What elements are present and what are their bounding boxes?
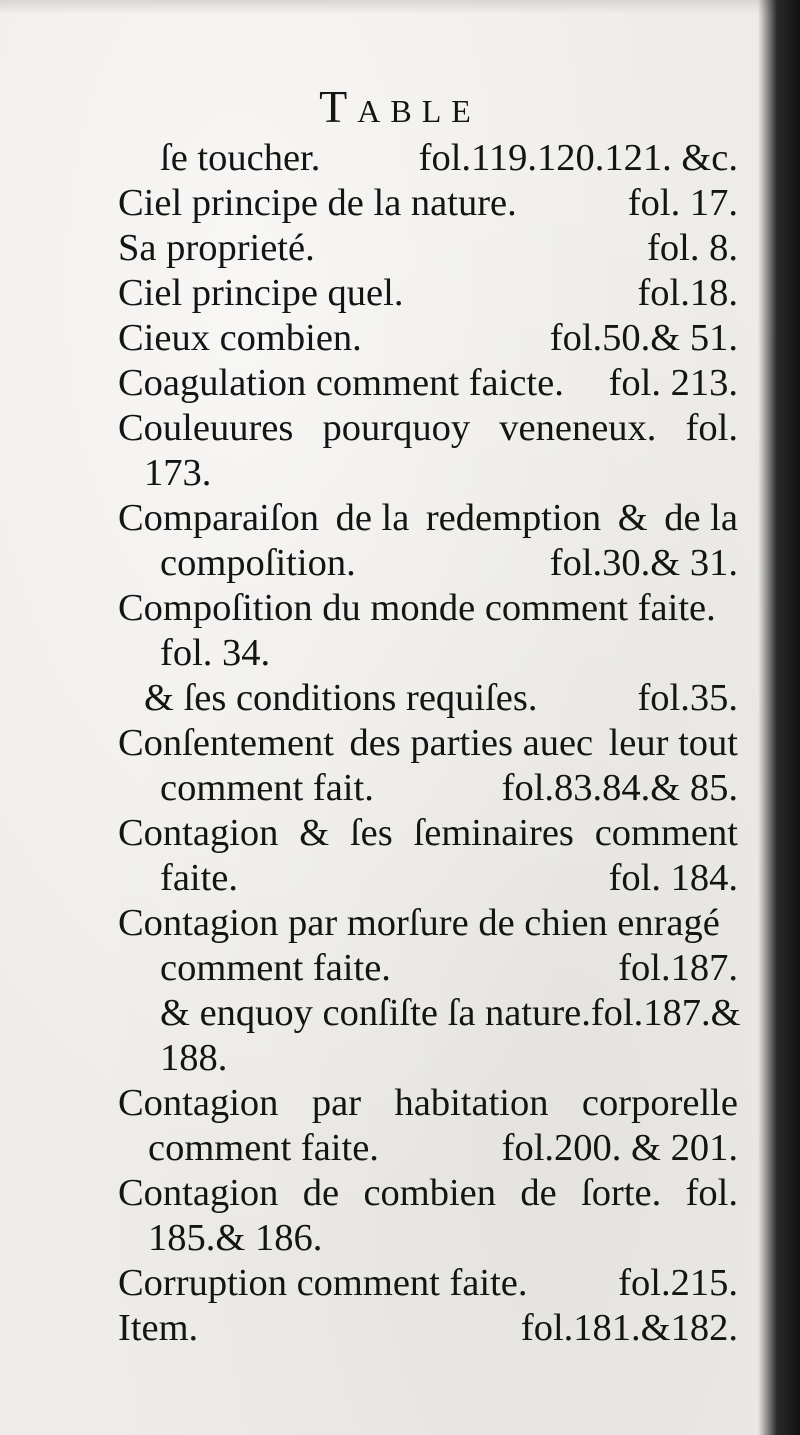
header-rest: ABLE — [357, 93, 481, 129]
entry-text: fol. 34. — [160, 632, 271, 674]
entry-word: Contagion — [118, 1082, 279, 1124]
header-initial: T — [319, 81, 358, 132]
entry-word: ſorte. — [581, 1172, 662, 1214]
entry-text: compoſition. — [160, 542, 356, 584]
entry-text: Item. — [118, 1307, 199, 1349]
folio-reference: fol.119.120.121. &c. — [418, 137, 738, 179]
folio-reference: fol.200. & 201. — [501, 1127, 738, 1169]
index-line — [118, 721, 738, 766]
folio-reference: fol.187. — [618, 947, 738, 989]
index-line — [118, 1216, 738, 1261]
entry-word: ſeminaires — [413, 812, 574, 854]
entry-word: habitation — [394, 1082, 549, 1124]
index-line — [118, 1036, 738, 1081]
index-line — [118, 181, 738, 226]
folio-reference: fol. 17. — [627, 182, 738, 224]
entry-word: pourquoy — [322, 407, 471, 449]
running-header — [0, 80, 800, 133]
index-line — [118, 271, 738, 316]
entry-word: Contagion — [118, 1172, 279, 1214]
entry-word: fol. — [685, 407, 738, 449]
folio-reference: fol. 184. — [608, 857, 738, 899]
entry-word: leur tout — [608, 722, 738, 764]
index-line — [118, 631, 738, 676]
entry-word: Comparaiſon — [118, 497, 320, 539]
folio-reference: fol. 8. — [647, 227, 738, 269]
entry-word: combien — [363, 1172, 497, 1214]
index-line — [118, 136, 738, 181]
index-line — [118, 946, 738, 991]
folio-reference: fol.215. — [618, 1262, 738, 1304]
index-line — [118, 856, 738, 901]
folio-reference: fol.83.84.& 85. — [501, 767, 738, 809]
entry-text: comment fait. — [160, 767, 374, 809]
entry-text: & enquoy conſiſte ſa nature.fol.187.& — [160, 992, 741, 1034]
entry-word: Contagion — [118, 812, 279, 854]
index-line — [118, 496, 738, 541]
index-line — [118, 226, 738, 271]
folio-reference: fol.50.& 51. — [549, 317, 738, 359]
entry-word: Couleuures — [118, 407, 294, 449]
entry-word: fol. — [685, 1172, 738, 1214]
index-line — [118, 1306, 738, 1351]
index-entries — [118, 136, 741, 1351]
index-line — [118, 316, 738, 361]
folio-reference: fol.181.&182. — [520, 1307, 738, 1349]
entry-word: de — [520, 1172, 557, 1214]
index-line — [118, 361, 738, 406]
index-line — [118, 541, 738, 586]
entry-word: de la — [335, 497, 410, 539]
index-line — [118, 586, 738, 631]
entry-word: veneneux. — [499, 407, 657, 449]
entry-word: & — [299, 812, 330, 854]
entry-text: Cieux combien. — [118, 317, 362, 359]
index-line — [118, 1126, 738, 1171]
entry-word: Conſentement — [118, 722, 334, 764]
entry-word: de la — [664, 497, 738, 539]
index-line — [118, 1081, 738, 1126]
entry-text: & ſes conditions requiſes. — [144, 677, 538, 719]
index-line — [118, 1261, 738, 1306]
index-line — [118, 811, 738, 856]
folio-reference: fol.18. — [637, 272, 738, 314]
entry-text: Ciel principe de la nature. — [118, 182, 517, 224]
entry-text: 173. — [144, 452, 212, 494]
page-top-shadow — [0, 0, 800, 14]
entry-text: 185.& 186. — [148, 1217, 323, 1259]
entry-word: & — [617, 497, 648, 539]
folio-reference: fol.30.& 31. — [549, 542, 738, 584]
entry-text: comment faite. — [160, 947, 391, 989]
entry-text: Corruption comment faite. — [118, 1262, 528, 1304]
entry-text: Ciel principe quel. — [118, 272, 404, 314]
entry-text: Contagion par morſure de chien enragé — [118, 902, 720, 944]
entry-word: par — [311, 1082, 362, 1124]
index-line — [118, 676, 738, 721]
entry-text: comment faite. — [148, 1127, 379, 1169]
index-line — [118, 901, 738, 946]
index-line — [118, 1171, 738, 1216]
entry-text: faite. — [160, 857, 239, 899]
folio-reference: fol.35. — [637, 677, 738, 719]
index-line — [118, 991, 741, 1036]
entry-text: Coagulation comment faicte. — [118, 362, 564, 404]
entry-text: ſe toucher. — [160, 137, 321, 179]
entry-word: des parties auec — [349, 722, 594, 764]
entry-word: de — [302, 1172, 340, 1214]
entry-text: 188. — [160, 1037, 228, 1079]
entry-word: comment — [594, 812, 738, 854]
index-line — [118, 766, 738, 811]
index-line — [118, 406, 738, 451]
page-binding-edge — [758, 0, 800, 1435]
entry-text: Compoſition du monde comment faite. — [118, 587, 716, 629]
entry-word: corporelle — [581, 1082, 738, 1124]
entry-text: Sa proprieté. — [118, 227, 315, 269]
index-line — [118, 451, 738, 496]
entry-word: redemption — [425, 497, 602, 539]
folio-reference: fol. 213. — [608, 362, 738, 404]
entry-word: ſes — [349, 812, 393, 854]
